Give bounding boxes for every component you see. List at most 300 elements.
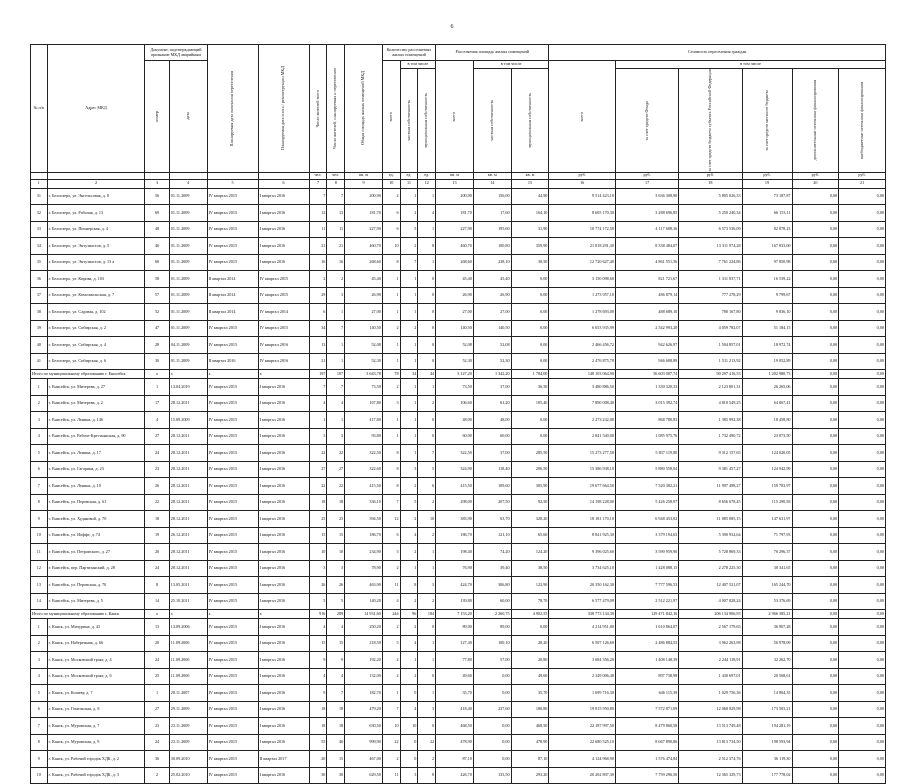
area-municipal: 1 784,00 (511, 370, 549, 379)
unit-cell (47, 172, 145, 179)
table-row (31, 271, 886, 288)
rooms-private: 1 (400, 379, 418, 396)
residents-total: 2 (309, 271, 327, 288)
rooms-total: 78 (382, 370, 400, 379)
address: г. Енисейск, ул. Митерева, д. 2 (47, 395, 145, 412)
area-resettle: 186,70 (436, 527, 474, 544)
rooms-private: 0 (400, 751, 418, 768)
cost-total: 3 150 098,60 (549, 271, 616, 288)
doc-date: 01.11.2009 (169, 287, 207, 304)
header-area-incl: в том числе (473, 61, 549, 69)
plan-end: IV квартал 2015 (207, 428, 258, 445)
header-area-total-sub: всего (436, 61, 474, 173)
cost-local: 2 966 385,21 (742, 610, 792, 619)
rooms-municipal: 2 (418, 395, 436, 412)
area-municipal: 0,00 (511, 412, 549, 429)
column-number: 3 (145, 179, 169, 188)
area-total: 234,90 (345, 544, 383, 561)
area-private: 2 260,75 (473, 610, 511, 619)
cost-fund: 5 837 119,80 (615, 445, 678, 462)
doc-date: 01.11.2009 (169, 221, 207, 238)
area-municipal: 30,50 (511, 254, 549, 271)
cost-local: 159 783,97 (742, 478, 792, 495)
cost-local: 177 778,02 (742, 767, 792, 784)
rooms-municipal: 1 (418, 544, 436, 561)
residents-total: 55 (309, 734, 327, 751)
cost-extra: 0,00 (792, 668, 839, 685)
cost-total: 4 124 968,90 (549, 751, 616, 768)
plan-demolish: I квартал 2016 (258, 619, 309, 636)
cost-local: 97 850,98 (742, 254, 792, 271)
unit-cell: руб. (792, 172, 839, 179)
plan-demolish: II квартал 2017 (258, 751, 309, 768)
address: г. Белоозеро, ул. Кирова, д. 103 (47, 271, 145, 288)
residents-plan: 1 (327, 337, 345, 354)
rooms-total: 2 (382, 619, 400, 636)
cost-local: 18 458,80 (742, 412, 792, 429)
area-municipal: 36,50 (511, 379, 549, 396)
row-number: 4 (31, 428, 48, 445)
cost-local: 53 376,69 (742, 593, 792, 610)
residents-total: 1 (309, 412, 327, 429)
column-number: 9 (345, 179, 383, 188)
cost-local: 36 119,30 (742, 751, 792, 768)
unit-cell: руб. (839, 172, 886, 179)
rooms-private: 2 (400, 478, 418, 495)
plan-demolish: I квартал 2016 (258, 544, 309, 561)
address: г. Енисейск, ул. Ленина, д. 17 (47, 445, 145, 462)
cost-other: 0,00 (839, 412, 886, 429)
residents-plan: 10 (327, 544, 345, 561)
rooms-private: 1 (400, 428, 418, 445)
doc-number: 23 (145, 718, 169, 735)
cost-total: 1 273 957,10 (549, 287, 616, 304)
header-plan-end: Планируемая дата окончания переселения (207, 45, 258, 173)
unit-cell: кв. м (473, 172, 511, 179)
doc-number: 1 (145, 685, 169, 702)
address: г. Белоозеро, ул. Энгельсовая, д. 8 (47, 188, 145, 205)
residents-total: 9 (309, 652, 327, 669)
cost-regional: 1 511 213,92 (679, 353, 742, 370)
address: г. Енисейск, ул. Митерева, д. 5 (47, 593, 145, 610)
area-municipal: 124,20 (511, 544, 549, 561)
rooms-total: 2 (382, 652, 400, 669)
resettlement-table (30, 44, 886, 784)
row-number: 8 (31, 494, 48, 511)
plan-demolish: I квартал 2016 (258, 685, 309, 702)
address: г. Канск, ул. Кошеву, д. 7 (47, 685, 145, 702)
plan-demolish: I квартал 2016 (258, 560, 309, 577)
residents-plan: 107 (327, 370, 345, 379)
cost-regional: 4 810 549,25 (679, 395, 742, 412)
area-private: 61,20 (473, 395, 511, 412)
area-total: 467,00 (345, 751, 383, 768)
cost-local: 30 341,65 (742, 560, 792, 577)
rooms-municipal: 0 (418, 619, 436, 636)
plan-demolish: I квартал 2016 (258, 734, 309, 751)
doc-date: 25.02.2010 (169, 767, 207, 784)
area-private: 1 342,20 (473, 370, 511, 379)
cost-regional: 5 728 869,33 (679, 544, 742, 561)
cost-extra: 0,00 (792, 593, 839, 610)
area-resettle: 140,50 (436, 320, 474, 337)
address: г. Белоозеро, ул. Энтузиастов, д. 5 (47, 238, 145, 255)
cost-total: 22 187 997,50 (549, 718, 616, 735)
area-total: 14 931,60 (345, 610, 383, 619)
plan-demolish: I квартал 2016 (258, 428, 309, 445)
doc-number: 27 (145, 428, 169, 445)
area-total: 181,70 (345, 205, 383, 222)
plan-demolish: IV квартал 2016 (258, 337, 309, 354)
area-municipal: 206,50 (511, 461, 549, 478)
plan-demolish: I квартал 2016 (258, 254, 309, 271)
plan-demolish: I квартал 2016 (258, 668, 309, 685)
residents-plan: 9 (327, 652, 345, 669)
cost-other: 0,00 (839, 304, 886, 321)
plan-demolish: I квартал 2016 (258, 577, 309, 594)
area-resettle: 49,60 (436, 668, 474, 685)
area-resettle: 3 127,20 (436, 370, 474, 379)
area-resettle: 324,90 (436, 461, 474, 478)
rooms-total: 8 (382, 445, 400, 462)
area-total: 93,80 (345, 428, 383, 445)
plan-end: IV квартал 2015 (207, 734, 258, 751)
row-number: 38 (31, 304, 48, 321)
area-municipal: 285,50 (511, 445, 549, 462)
cost-regional: 2 244 118,91 (679, 652, 742, 669)
area-private: 0,00 (473, 685, 511, 702)
cost-regional: 6 573 536,09 (679, 221, 742, 238)
cost-other: 0,00 (839, 668, 886, 685)
plan-demolish: I квартал 2016 (258, 461, 309, 478)
cost-fund: 3 379 194,63 (615, 527, 678, 544)
rooms-total: 7 (382, 494, 400, 511)
cost-local: 115 290,58 (742, 494, 792, 511)
plan-demolish: I квартал 2016 (258, 767, 309, 784)
table-row (31, 560, 886, 577)
cost-regional: 3 962 263,98 (679, 635, 742, 652)
area-private: 52,30 (473, 353, 511, 370)
doc-date: 28.12.2011 (169, 560, 207, 577)
plan-demolish: IV квартал 2015 (258, 320, 309, 337)
doc-number: 20 (145, 635, 169, 652)
rooms-private: 4 (400, 527, 418, 544)
subtotal-row (31, 370, 886, 379)
doc-date: 01.11.2009 (169, 205, 207, 222)
rooms-private: 2 (400, 511, 418, 528)
rooms-municipal: 1 (418, 188, 436, 205)
doc-date: 28.12.2011 (169, 478, 207, 495)
cost-fund: 7 759 296,50 (615, 767, 678, 784)
doc-number: 2 (145, 767, 169, 784)
row-number: 2 (31, 395, 48, 412)
cost-regional: 9 312 157,65 (679, 445, 742, 462)
cost-local: 56 978,09 (742, 635, 792, 652)
doc-date: 28.12.2011 (169, 544, 207, 561)
rooms-total: 2 (382, 668, 400, 685)
area-municipal: 0,00 (511, 428, 549, 445)
area-municipal: 478,90 (511, 734, 549, 751)
area-municipal: 123,90 (511, 577, 549, 594)
residents-total: 29 (309, 287, 327, 304)
plan-demolish: IV квартал 2016 (258, 353, 309, 370)
area-resettle: 227,90 (436, 221, 474, 238)
rooms-municipal: 0 (418, 353, 436, 370)
row-number: 35 (31, 254, 48, 271)
cost-total: 20 350 162,30 (549, 577, 616, 594)
cost-fund: 7 777 596,53 (615, 577, 678, 594)
cost-total: 21 818 291,30 (549, 238, 616, 255)
rooms-total: 2 (382, 751, 400, 768)
cost-other: 0,00 (839, 544, 886, 561)
residents-total: 11 (309, 221, 327, 238)
doc-date: 29.11.2009 (169, 701, 207, 718)
area-municipal: 0,00 (511, 271, 549, 288)
area-resettle: 139,80 (436, 593, 474, 610)
rooms-total: 4 (382, 593, 400, 610)
row-number: 4 (31, 668, 48, 685)
cost-extra: 0,00 (792, 718, 839, 735)
area-municipal: 293,20 (511, 767, 549, 784)
doc-date: 28.12.2011 (169, 461, 207, 478)
cost-other: 0,00 (839, 379, 886, 396)
row-number: 37 (31, 287, 48, 304)
row-number: 10 (31, 767, 48, 784)
doc-date: 01.11.2009 (169, 188, 207, 205)
cost-local: 147 631,97 (742, 511, 792, 528)
doc-date: 01.11.2009 (169, 271, 207, 288)
area-private: 60,00 (473, 428, 511, 445)
doc-number: 24 (145, 445, 169, 462)
doc-number: 28 (145, 337, 169, 354)
header-rooms-group: Количество расселяемых жилых помещений (382, 45, 435, 61)
area-resettle: 198,40 (436, 544, 474, 561)
area-resettle: 200,90 (436, 188, 474, 205)
cost-regional: 9 381 457,27 (679, 461, 742, 478)
area-municipal: 0,00 (511, 353, 549, 370)
table-row (31, 395, 886, 412)
area-resettle: 424,70 (436, 577, 474, 594)
area-municipal: 44,90 (511, 188, 549, 205)
rooms-total: 22 (382, 734, 400, 751)
area-municipal: 0,00 (511, 337, 549, 354)
address: г. Енисейск, ул. Ленина, д. 146 (47, 412, 145, 429)
area-resettle: 298,00 (436, 494, 474, 511)
plan-demolish: I квартал 2016 (258, 593, 309, 610)
area-municipal: 180,80 (511, 701, 549, 718)
address: г. Енисейск, ул. Ленина, д. 10 (47, 478, 145, 495)
residents-total: 15 (309, 527, 327, 544)
cost-total: 10 774 172,50 (549, 221, 616, 238)
doc-number: 69 (145, 205, 169, 222)
table-row (31, 767, 886, 784)
cost-fund: 7 572 871,09 (615, 701, 678, 718)
area-municipal: 164,10 (511, 205, 549, 222)
area-private: 140,50 (473, 320, 511, 337)
row-number: 1 (31, 379, 48, 396)
area-total: 192,20 (345, 652, 383, 669)
doc-number: 58 (145, 271, 169, 288)
plan-end: х (207, 370, 258, 379)
doc-date: 13.09.2006 (169, 619, 207, 636)
cost-total: 22 680 525,10 (549, 734, 616, 751)
area-resettle: 76,90 (436, 560, 474, 577)
area-private: 238,10 (473, 254, 511, 271)
row-number: 9 (31, 511, 48, 528)
plan-end: IV квартал 2015 (207, 379, 258, 396)
area-private: 27,00 (473, 304, 511, 321)
doc-date: х (169, 370, 207, 379)
cost-extra: 0,00 (792, 320, 839, 337)
rooms-total: 7 (382, 701, 400, 718)
address: г. Енисейск, пер. Партизанский, д. 28 (47, 560, 145, 577)
cost-local: 14 804,35 (742, 685, 792, 702)
cost-total: 19 677 664,50 (549, 478, 616, 495)
cost-fund: 646 115,39 (615, 685, 678, 702)
rooms-total: 10 (382, 718, 400, 735)
cost-total: 1 699 716,30 (549, 685, 616, 702)
residents-total: 7 (309, 379, 327, 396)
cost-extra: 0,00 (792, 287, 839, 304)
row-number: 9 (31, 751, 48, 768)
plan-demolish: I квартал 2016 (258, 221, 309, 238)
rooms-municipal: 4 (418, 205, 436, 222)
doc-date: 01.11.2009 (169, 320, 207, 337)
rooms-total: 1 (382, 353, 400, 370)
area-total: 322,50 (345, 445, 383, 462)
residents-plan: 2 (327, 271, 345, 288)
header-plan-demolish: Планируемая дата сноса / реконструкции МКД (258, 45, 309, 173)
rooms-municipal: 3 (418, 701, 436, 718)
header-residents-plan: Число жителей, планируемых к переселению (327, 45, 345, 173)
cost-extra: 0,00 (792, 304, 839, 321)
plan-end: II квартал 2014 (207, 304, 258, 321)
cost-extra: 0,00 (792, 370, 839, 379)
address: г. Канск, ул. Московский тракт, д. 6 (47, 668, 145, 685)
rooms-total: 11 (382, 577, 400, 594)
rooms-municipal: 1 (418, 685, 436, 702)
area-resettle: 322,50 (436, 445, 474, 462)
cost-other: 0,00 (839, 635, 886, 652)
cost-total: 20 202 807,30 (549, 767, 616, 784)
cost-other: 0,00 (839, 767, 886, 784)
cost-other: 0,00 (839, 685, 886, 702)
cost-local: 71 797,93 (742, 527, 792, 544)
rooms-private: 1 (400, 188, 418, 205)
cost-fund: 1 330 320,33 (615, 379, 678, 396)
header-cost-incl: в том числе (615, 61, 885, 69)
cost-other: 0,00 (839, 445, 886, 462)
area-municipal: 28,20 (511, 635, 549, 652)
cost-other: 0,00 (839, 718, 886, 735)
table-row (31, 652, 886, 669)
area-private: 17,60 (473, 205, 511, 222)
residents-total: 13 (309, 337, 327, 354)
residents-total: 34 (309, 320, 327, 337)
rooms-total: 1 (382, 337, 400, 354)
cost-fund: 3 015 392,74 (615, 395, 678, 412)
rooms-private: 1 (400, 412, 418, 429)
row-number: 3 (31, 412, 48, 429)
column-number: 19 (742, 179, 792, 188)
rooms-total: 8 (382, 254, 400, 271)
column-number: 21 (839, 179, 886, 188)
plan-end: IV квартал 2015 (207, 577, 258, 594)
cost-extra: 0,00 (792, 751, 839, 768)
rooms-private: 3 (400, 461, 418, 478)
residents-total: 4 (309, 619, 327, 636)
row-number: 32 (31, 205, 48, 222)
cost-regional: 2 278 225,30 (679, 560, 742, 577)
cost-other: 0,00 (839, 652, 886, 669)
row-number: 36 (31, 271, 48, 288)
plan-end: IV квартал 2015 (207, 767, 258, 784)
column-number: 7 (309, 179, 327, 188)
address: г. Канск, ул. Мичурина, д. 43 (47, 619, 145, 636)
row-number: 14 (31, 593, 48, 610)
residents-plan: 30 (327, 767, 345, 784)
cost-fund: 129 471 842,16 (615, 610, 678, 619)
cost-fund: 2 512 221,97 (615, 593, 678, 610)
plan-demolish: I квартал 2016 (258, 379, 309, 396)
plan-end: IV квартал 2015 (207, 701, 258, 718)
residents-total: 27 (309, 461, 327, 478)
area-total: 45,40 (345, 271, 383, 288)
row-number: 1 (31, 619, 48, 636)
doc-date: 28.12.2011 (169, 511, 207, 528)
cost-regional: 2 567 179,65 (679, 619, 742, 636)
row-number: 12 (31, 560, 48, 577)
cost-local: 18 972,74 (742, 337, 792, 354)
table-row (31, 734, 886, 751)
column-number: 20 (792, 179, 839, 188)
header-n: № п/п (31, 45, 48, 173)
cost-extra: 0,00 (792, 544, 839, 561)
address: Итого по муниципальному образованию г. Енисейск (31, 370, 145, 379)
area-private: 156,00 (473, 188, 511, 205)
header-area-group: Расселяемая площадь жилых помещений (436, 45, 549, 61)
cost-extra: 0,00 (792, 527, 839, 544)
address: г. Белоозеро, ул. Энтузиастов, д. 13 а (47, 254, 145, 271)
area-total: 417,80 (345, 412, 383, 429)
plan-demolish: I квартал 2016 (258, 652, 309, 669)
doc-number: 20 (145, 544, 169, 561)
area-private: 306,80 (473, 577, 511, 594)
row-number: 5 (31, 445, 48, 462)
area-resettle: 77,80 (436, 652, 474, 669)
residents-total: 26 (309, 577, 327, 594)
area-resettle: 468,50 (436, 718, 474, 735)
unit-cell: кв. м (345, 172, 383, 179)
row-number: 31 (31, 188, 48, 205)
cost-extra: 0,00 (792, 610, 839, 619)
address: г. Енисейск, ул. Перовская, д. 61 (47, 494, 145, 511)
table-row (31, 511, 886, 528)
doc-number: 60 (145, 254, 169, 271)
cost-total: 2 466 456,72 (549, 337, 616, 354)
unit-cell (145, 172, 169, 179)
row-number: 3 (31, 652, 48, 669)
plan-end: IV квартал 2015 (207, 395, 258, 412)
cost-local: 124 942,99 (742, 461, 792, 478)
area-total: 463,90 (345, 577, 383, 594)
plan-end: IV квартал 2015 (207, 751, 258, 768)
cost-extra: 0,00 (792, 478, 839, 495)
doc-date: 28.12.2011 (169, 428, 207, 445)
area-private: 37,00 (473, 445, 511, 462)
rooms-private: 7 (400, 254, 418, 271)
plan-end: IV квартал 2015 (207, 718, 258, 735)
